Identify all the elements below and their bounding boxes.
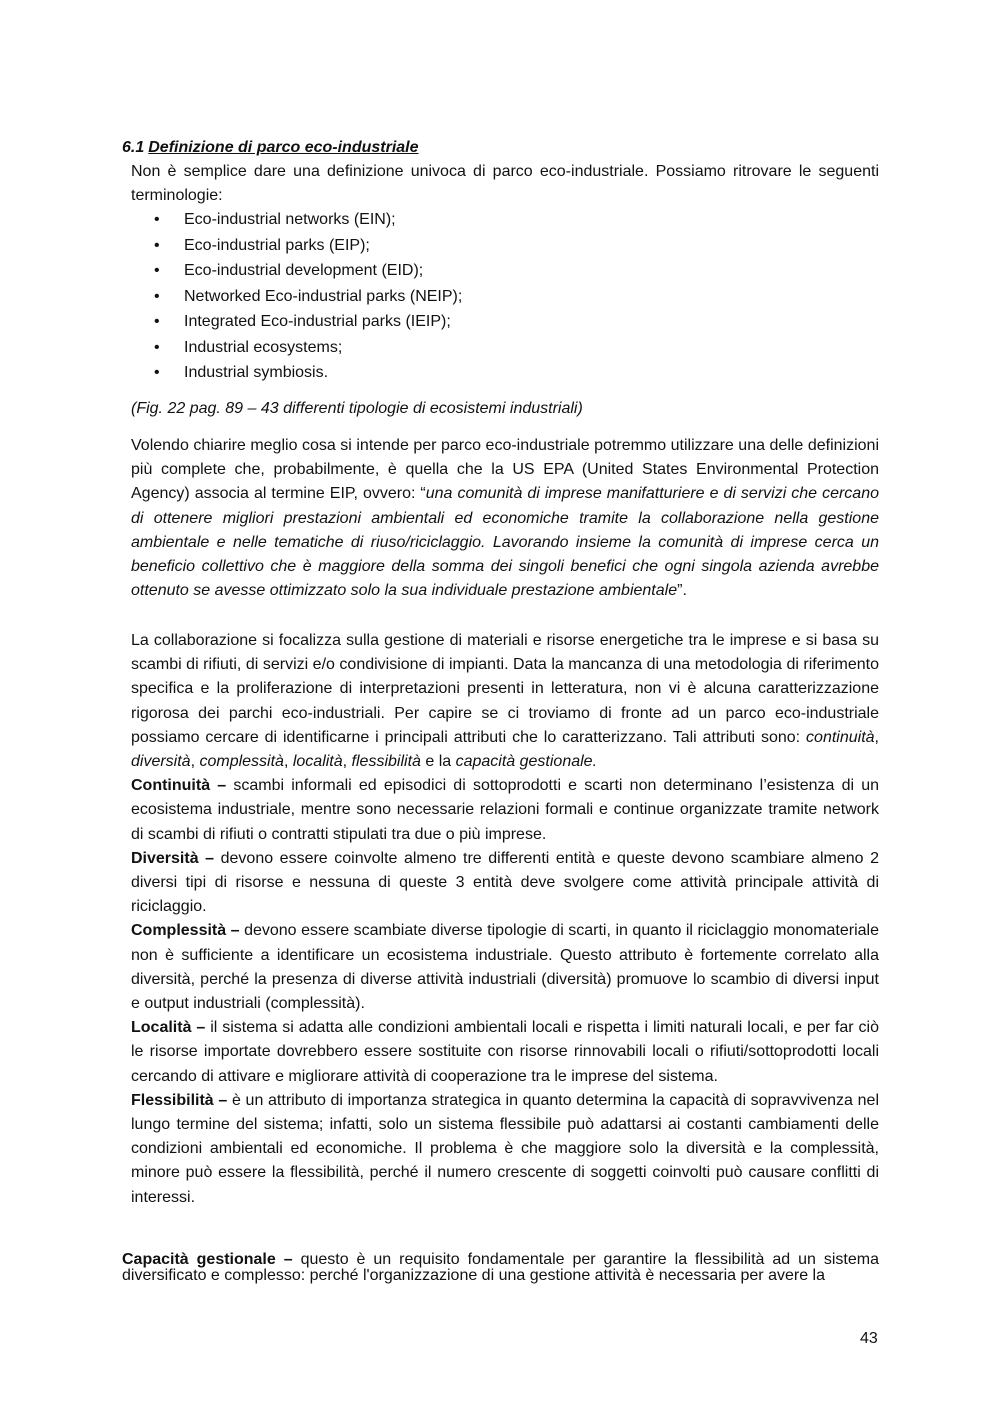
terminology-list	[150, 207, 462, 386]
attribute-management-capacity: Capacità gestionale – questo è un requisito fondamentale per garantire la flessibilità ad un sistema diversificato e complesso: perché l'organizzazione di una gestione attività è necessaria per avere la	[122, 1251, 879, 1284]
intro-paragraph: Non è semplice dare una definizione univoca di parco eco-industriale. Possiamo ritrovare le seguenti terminologie:	[131, 163, 879, 205]
bullet-icon: •	[154, 313, 160, 330]
bullet-icon: •	[154, 364, 160, 381]
attribute-diversity: Diversità – devono essere coinvolte almeno tre differenti entità e queste devono scambiare almeno 2 diversi tipi di risorse e nessuna di queste 3 entità deve svolgere come attività principale attività di riciclaggio.	[131, 849, 880, 916]
attributes-intro: La collaborazione si focalizza sulla gestione di materiali e risorse energetiche tra le imprese e si basa su scambi di rifiuti, di servizi e/o condivisione di impianti. Data la mancanza di una metodologia di riferimento specifica e la proliferazione di interpretazioni presenti in letteratura, non vi è alcuna caratterizzazione rigorosa dei parchi eco-industriali. Per capire se ci troviamo di fronte ad un parco eco-industriale possiamo cercare di identificarne i principali attributi che lo caratterizzano. Tali attributi sono: continuità, diversità, complessità, località, flessibilità e la capacità gestionale.	[131, 632, 879, 771]
list-item: • Integrated Eco-industrial parks (IEIP);	[150, 309, 462, 335]
bullet-icon: •	[154, 236, 160, 254]
section-title: Definizione di parco eco-industriale	[148, 139, 419, 156]
attribute-flexibility: Flessibilità – è un attributo di importanza strategica in quanto determina la capacità di sopravvivenza nel lungo termine del sistema; infatti, solo un sistema flessibile può adattarsi ai costanti cambiamenti delle condizioni ambientali ed economiche. Il problema è che maggiore solo la diversità e la complessità, minore può essere la flessibilità, perché il numero crescente di soggetti coinvolti può causare conflitti di interessi.	[131, 1091, 879, 1206]
list-item: • Eco-industrial development (EID);	[150, 258, 462, 284]
attribute-locality: Località – il sistema si adatta alle condizioni ambientali locali e rispetta i limiti naturali locali, e per far ciò le risorse importate dovrebbero essere sostituite con risorse rinnovabili locali o rifiuti/sottoprodotti locali cercando di attivare e migliorare attività di cooperazione tra le imprese del sistema.	[131, 1019, 879, 1085]
section-number: 6.1	[122, 139, 145, 156]
attribute-complexity: Complessità – devono essere scambiate diverse tipologie di scarti, in quanto il riciclaggio monomateriale non è sufficiente a identificare un ecosistema industriale. Questo attributo è fortemente correlato alla diversità, perché la presenza di diverse attività industriali (diversità) promuove lo scambio di diversi input e output industriali (complessità).	[131, 922, 879, 1013]
list-item: • Industrial ecosystems;	[150, 335, 462, 361]
bullet-icon: •	[154, 211, 160, 228]
bullet-icon: •	[154, 338, 160, 356]
definition-paragraph: Volendo chiarire meglio cosa si intende per parco eco-industriale potremmo utilizzare una delle definizioni più complete che, probabilmente, è quella che la US EPA (United States Environmental Protection Agency) associa al termine EIP, ovvero: “una comunità di imprese manifatturiere e di servizi che cercano di ottenere migliori prestazioni ambientali ed economiche tramite la collaborazione nella gestione ambientale e nelle tematiche di riuso/riciclaggio. Lavorando insieme la comunità di imprese cerca un beneficio collettivo che è maggiore della somma dei singoli benefici che ogni singola azienda avrebbe ottenuto se avesse ottimizzato solo la sua individuale prestazione ambientale”.	[131, 437, 879, 600]
bullet-icon: •	[154, 262, 160, 279]
list-item: • Networked Eco-industrial parks (NEIP);	[150, 284, 462, 310]
list-item: • Eco-industrial networks (EIN);	[150, 207, 462, 233]
attributes-section	[131, 629, 879, 1210]
section-heading	[122, 137, 419, 159]
epa-quote: una comunità di imprese manifatturiere e di servizi che cercano di ottenere migliori prestazioni ambientali ed economiche tramite la collaborazione nella gestione ambientale e nelle tematiche di riuso/riciclaggio. Lavorando insieme la comunità di imprese cerca un beneficio collettivo che è maggiore della somma dei singoli benefici che ogni singola azienda avrebbe ottenuto se avesse ottimizzato solo la sua individuale prestazione ambientale	[131, 485, 879, 600]
page-number: 43	[860, 1330, 878, 1347]
bullet-icon: •	[154, 287, 160, 305]
list-item: • Eco-industrial parks (EIP);	[150, 233, 462, 259]
figure-reference: (Fig. 22 pag. 89 – 43 differenti tipologie di ecosistemi industriali)	[131, 400, 583, 417]
list-item: • Industrial symbiosis.	[150, 360, 462, 386]
attribute-continuity: Continuità – scambi informali ed episodici di sottoprodotti e scarti non determinano l’esistenza di un ecosistema industriale, mentre sono necessarie relazioni formali e continue organizzate tramite network di scambi di rifiuti o contratti stipulati tra due o più imprese.	[131, 777, 880, 843]
